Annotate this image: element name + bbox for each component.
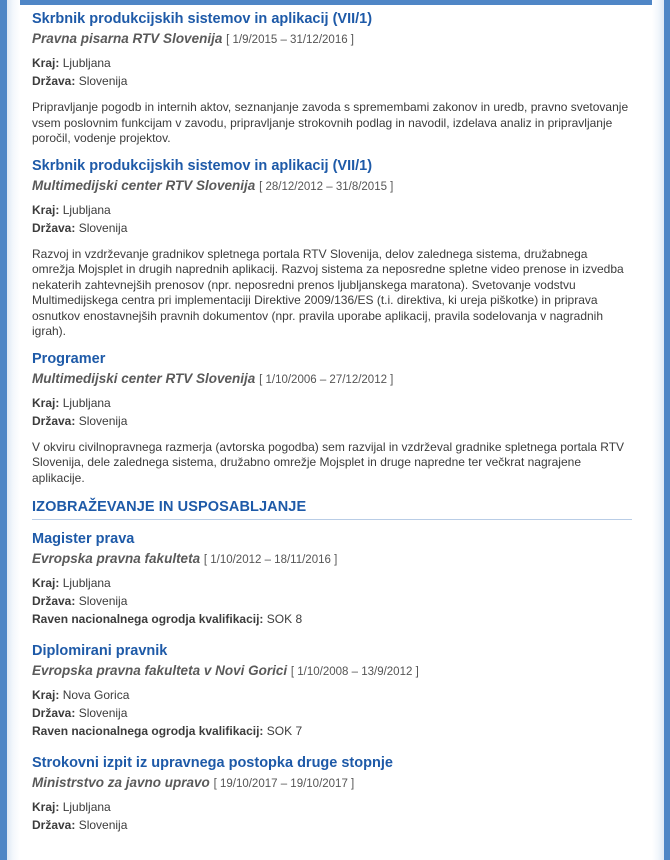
city-label: Kraj:	[32, 576, 60, 590]
country-label: Država:	[32, 74, 76, 88]
experience-entry	[32, 157, 632, 340]
education-entry	[32, 754, 632, 834]
qualification-level-value: SOK 8	[266, 612, 303, 626]
location-city	[32, 574, 632, 592]
city-value: Ljubljana	[62, 202, 111, 217]
job-title: Skrbnik produkcijskih sistemov in aplikacij (VII/1)	[32, 157, 373, 174]
city-label: Kraj:	[32, 202, 60, 217]
location-city	[32, 686, 632, 704]
education-entry	[32, 642, 632, 740]
city-value: Ljubljana	[62, 56, 111, 70]
education-dates: [ 19/10/2017 – 19/10/2017 ]	[213, 778, 355, 790]
country-label: Država:	[32, 413, 76, 428]
job-description: Pripravljanje pogodb in internih aktov, seznanjanje zavoda s spremembami zakonov in uredb, pravno svetovanje vsem poslovnim funkcijam v zavodu, pripravljanje strokovnih podlag in navodil, izdelava analiz in pripravljanje poročil, vodenje projektov.	[32, 100, 629, 145]
job-description: V okviru civilnopravnega razmerja (avtorska pogodba) sem razvijal in vzdrževal gradnike spletnega portala RTV Slovenija, dele zalednega sistema, družabno omrežje Mojsplet in druge napredne ter večkrat nagrajene aplikacije.	[32, 439, 625, 485]
employer-name: Multimedijski center RTV Slovenija	[32, 370, 256, 386]
employment-dates: [ 1/10/2006 – 27/12/2012 ]	[259, 373, 394, 386]
qualification-title: Strokovni izpit iz upravnega postopka druge stopnje	[32, 755, 393, 771]
institution-name: Evropska pravna fakulteta	[32, 551, 201, 566]
country-label: Država:	[32, 706, 76, 720]
education-dates: [ 1/10/2012 – 18/11/2016 ]	[203, 554, 338, 566]
country-value: Slovenija	[78, 413, 128, 428]
country-value: Slovenija	[78, 706, 128, 720]
country-label: Država:	[32, 220, 76, 235]
job-description: Razvoj in vzdrževanje gradnikov spletnega portala RTV Slovenija, delov zalednega sistema, družabnega omrežja Mojsplet in drugih naprednih aplikacij. Razvoj sistema za neposredne spletne video prenose in izvedba nekaterih zahtevnejših prenosov (npr. neposredni prenos ljubljanskega maratona). Svetovanje vodstvu Multimedijskega centra pri implementaciji Direktive 2009/136/ES (t.i. direktiva, ki ureja piškotke) in priprava osnutkov enostavnejših pravnih dokumentov (npr. pravila uporabe aplikacij, pravila sodelovanja v nagradnih igrah).	[32, 246, 624, 338]
employer-line	[32, 29, 632, 50]
education-dates: [ 1/10/2008 – 13/9/2012 ]	[290, 666, 419, 678]
qualification-level-label: Raven nacionalnega ogrodja kvalifikacij:	[32, 724, 264, 738]
cv-page	[32, 10, 632, 848]
city-value: Ljubljana	[62, 395, 111, 410]
country-value: Slovenija	[78, 74, 128, 88]
city-value: Ljubljana	[62, 800, 111, 814]
qualification-level	[32, 610, 632, 628]
institution-line	[32, 773, 632, 794]
qualification-level-label: Raven nacionalnega ogrodja kvalifikacij:	[32, 612, 264, 626]
qualification-level	[32, 722, 632, 740]
qualification-title: Diplomirani pravnik	[32, 643, 168, 659]
institution-line	[32, 661, 632, 682]
location-country	[32, 704, 632, 722]
city-label: Kraj:	[32, 688, 60, 702]
job-title: Programer	[32, 350, 106, 367]
experience-entry	[32, 350, 632, 487]
city-label: Kraj:	[32, 800, 60, 814]
city-label: Kraj:	[32, 56, 60, 70]
experience-entry	[32, 10, 632, 147]
city-value: Ljubljana	[62, 576, 111, 590]
employer-name: Pravna pisarna RTV Slovenija	[32, 31, 223, 46]
institution-name: Ministrstvo za javno upravo	[32, 775, 210, 790]
country-value: Slovenija	[78, 818, 128, 832]
city-label: Kraj:	[32, 395, 60, 410]
page-top-border	[0, 0, 670, 5]
qualification-title: Magister prava	[32, 531, 135, 547]
employment-dates: [ 1/9/2015 – 31/12/2016 ]	[226, 34, 354, 46]
location-city	[32, 798, 632, 816]
city-value: Nova Gorica	[62, 688, 130, 702]
employer-line	[32, 176, 632, 197]
employer-line	[32, 369, 632, 390]
education-entry	[32, 530, 632, 628]
employment-dates: [ 28/12/2012 – 31/8/2015 ]	[259, 180, 394, 193]
location-country	[32, 412, 632, 430]
qualification-level-value: SOK 7	[266, 724, 303, 738]
country-value: Slovenija	[78, 220, 128, 235]
location-country	[32, 219, 632, 237]
country-value: Slovenija	[78, 594, 128, 608]
education-section-heading: IZOBRAŽEVANJE IN USPOSABLJANJE	[32, 498, 632, 520]
location-country	[32, 592, 632, 610]
location-country	[32, 72, 632, 90]
employer-name: Multimedijski center RTV Slovenija	[32, 177, 256, 193]
job-title: Skrbnik produkcijskih sistemov in aplikacij (VII/1)	[32, 11, 373, 27]
location-city	[32, 54, 632, 72]
page-left-border	[0, 0, 20, 860]
institution-line	[32, 549, 632, 570]
location-country	[32, 816, 632, 834]
page-right-border	[652, 0, 670, 860]
country-label: Država:	[32, 594, 76, 608]
country-label: Država:	[32, 818, 76, 832]
location-city	[32, 201, 632, 219]
institution-name: Evropska pravna fakulteta v Novi Gorici	[32, 663, 288, 678]
location-city	[32, 394, 632, 412]
